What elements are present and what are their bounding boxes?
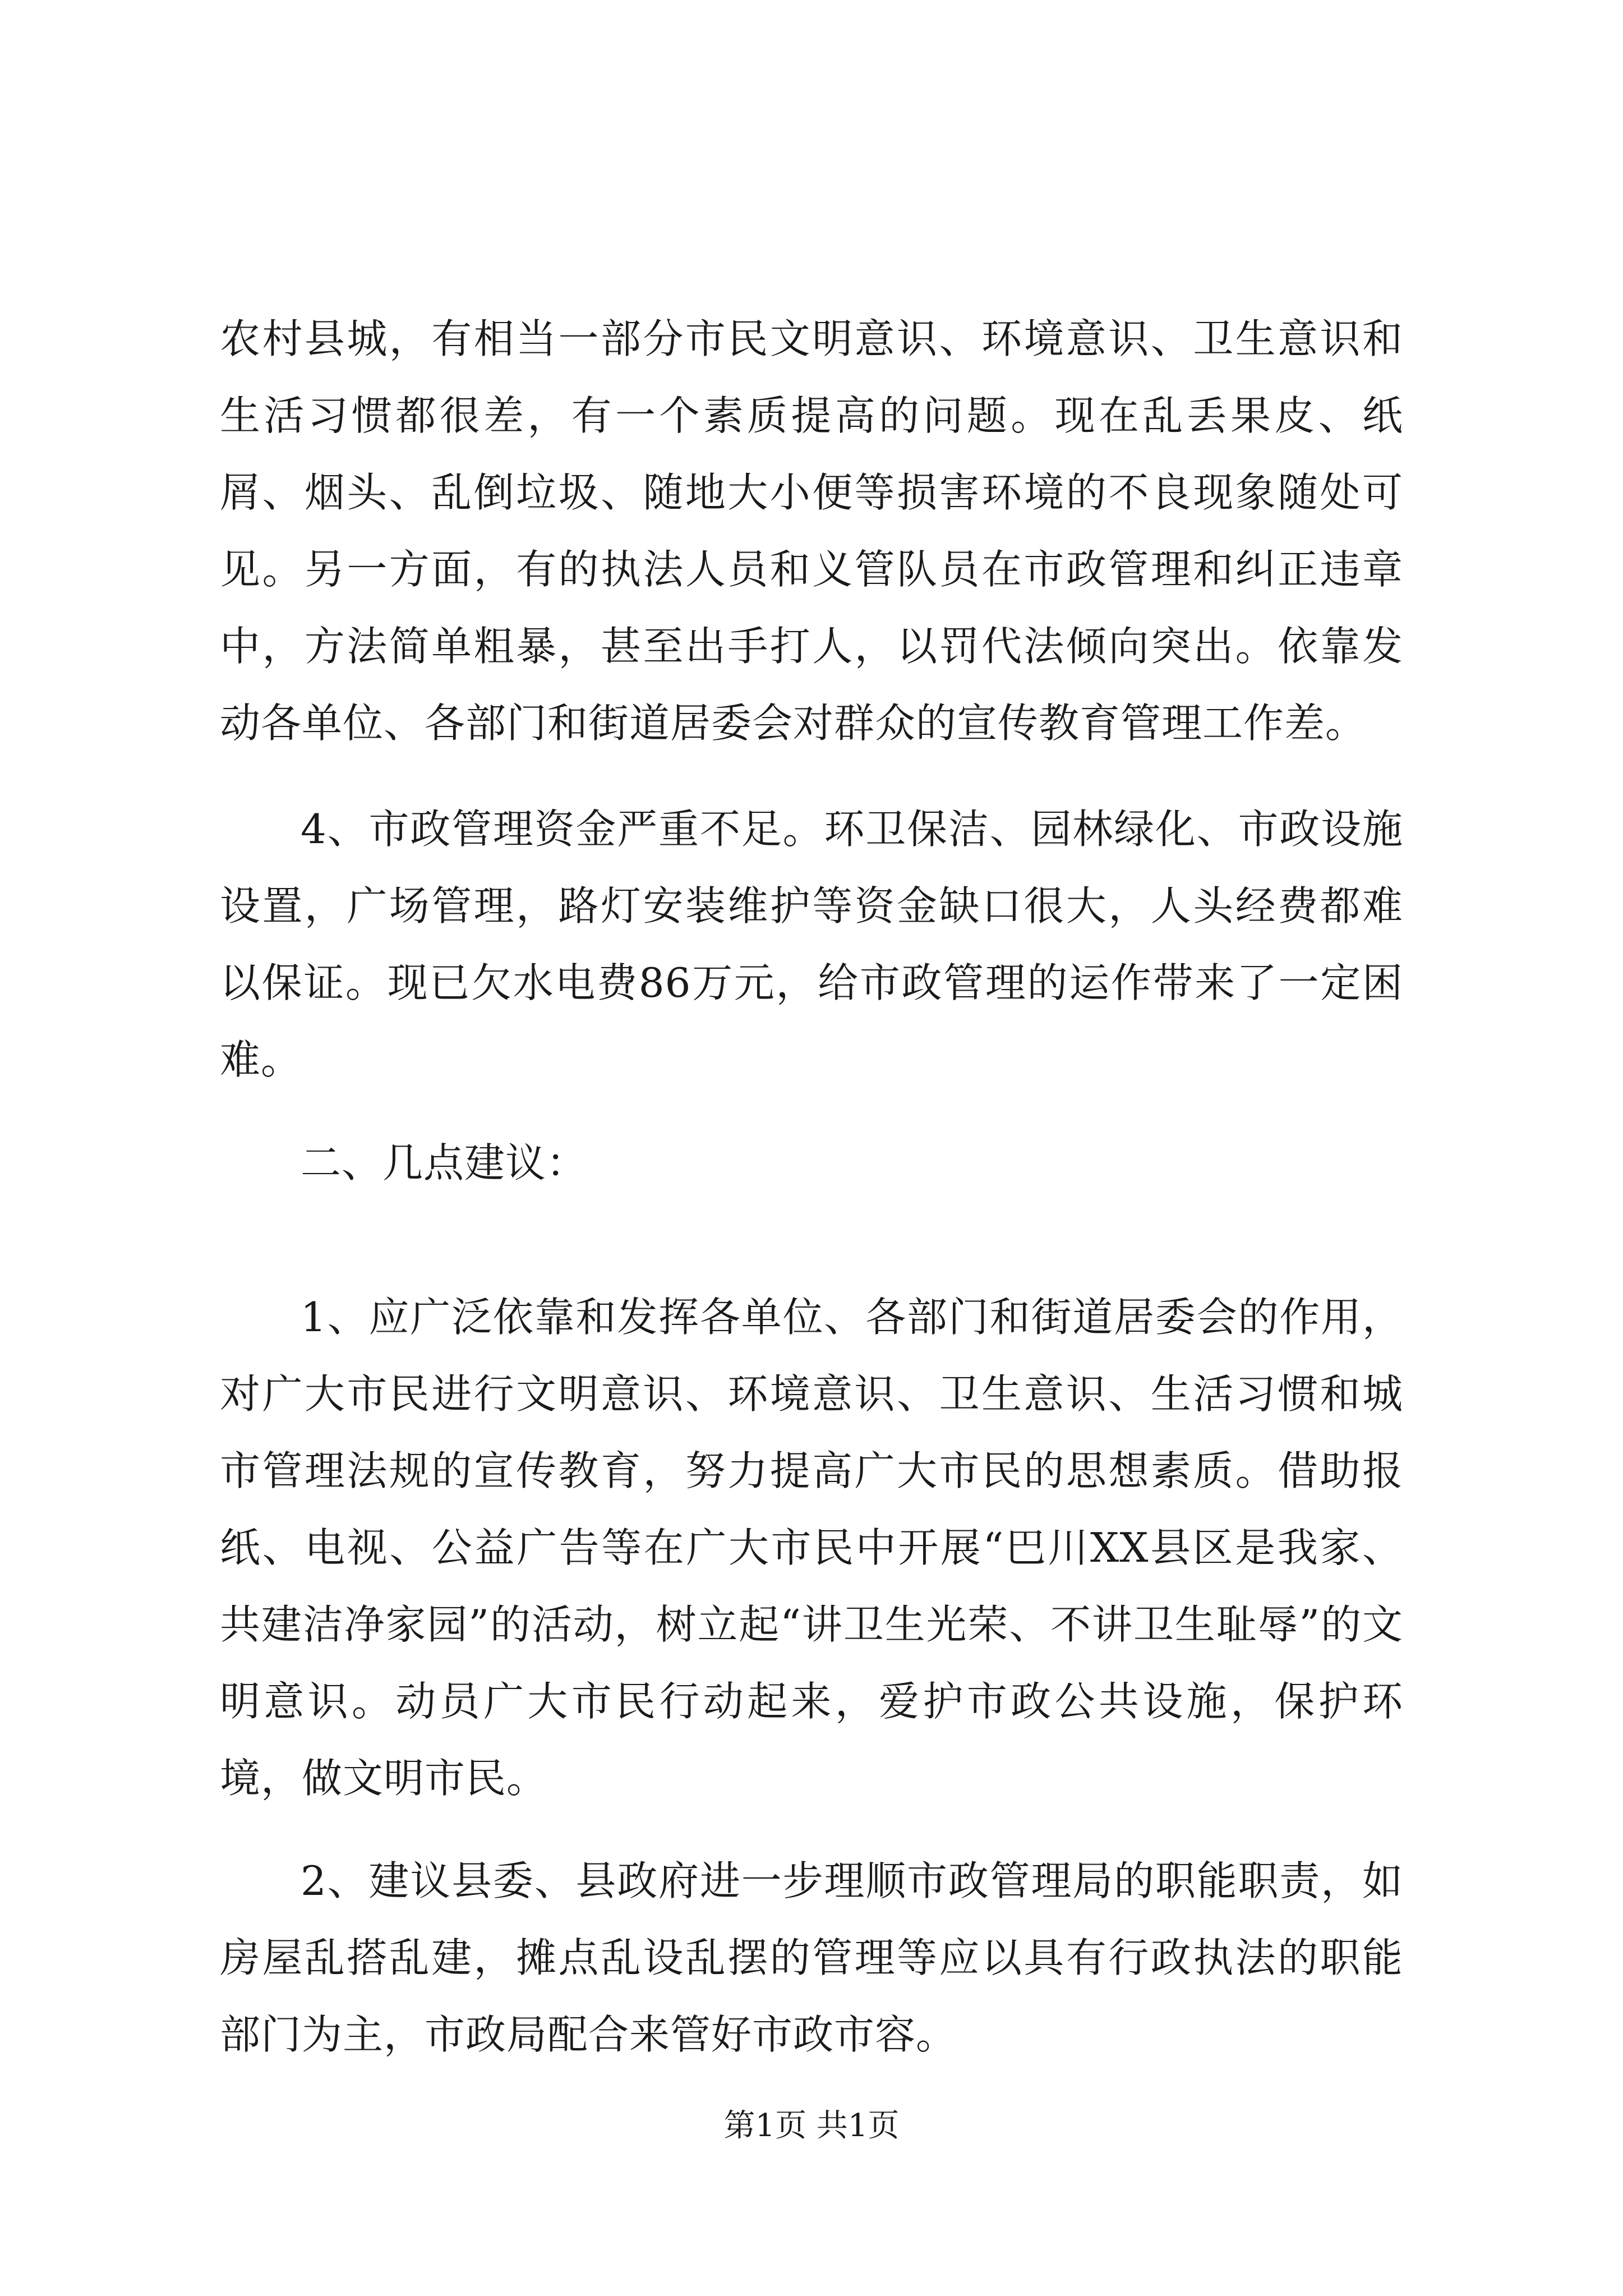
body-paragraph-1: 农村县城，有相当一部分市民文明意识、环境意识、卫生意识和生活习惯都很差，有一个素质提高的问题。现在乱丢果皮、纸屑、烟头、乱倒垃圾、随地大小便等损害环境的不良现象随处可见。另一方面，有的执法人员和义管队员在市政管理和纠正违章中，方法简单粗暴，甚至出手打人，以罚代法倾向突出。依靠发动各单位、各部门和街道居委会对群众的宣传教育管理工作差。	[220, 315, 1403, 747]
page-footer: 第1页 共1页	[723, 2108, 900, 2144]
section-heading: 二、几点建议：	[301, 1139, 588, 1186]
body-paragraph-2: 4、市政管理资金严重不足。环卫保洁、园林绿化、市政设施设置，广场管理，路灯安装维护等资金缺口很大，人头经费都难以保证。现已欠水电费86万元，给市政管理的运作带来了一定困难。	[220, 806, 1403, 1083]
body-paragraph-4: 2、建议县委、县政府进一步理顺市政管理局的职能职责，如房屋乱搭乱建，摊点乱设乱摆的管理等应以具有行政执法的职能部门为主，市政局配合来管好市政市容。	[220, 1857, 1403, 2058]
body-paragraph-3: 1、应广泛依靠和发挥各单位、各部门和街道居委会的作用，对广大市民进行文明意识、环境意识、卫生意识、生活习惯和城市管理法规的宣传教育，努力提高广大市民的思想素质。借助报纸、电视、公益广告等在广大市民中开展“巴川XX县区是我家、共建洁净家园”的活动，树立起“讲卫生光荣、不讲卫生耻辱”的文明意识。动员广大市民行动起来，爱护市政公共设施，保护环境，做文明市民。	[220, 1294, 1403, 1802]
